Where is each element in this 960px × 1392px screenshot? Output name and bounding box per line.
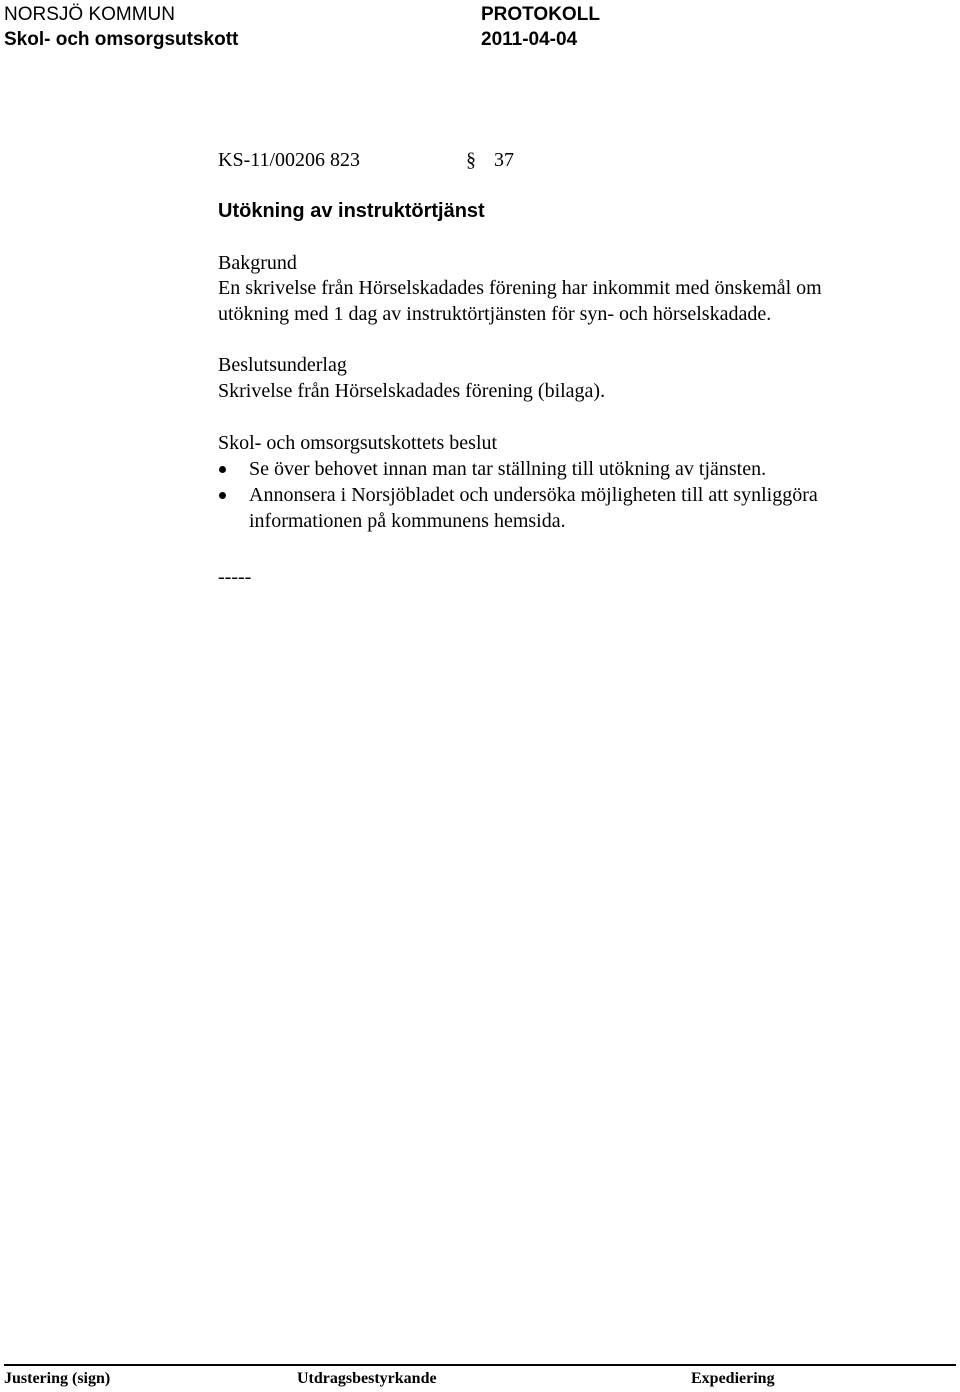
footer-justering: Justering (sign) [4,1370,111,1387]
footer-expediering: Expediering [691,1370,775,1387]
paragraph-marker [466,148,514,172]
background-line-2: utökning med 1 dag av instruktörtjänsten för syn- och hörselskadade. [218,303,772,325]
decision-heading: Skol- och omsorgsutskottets beslut [218,432,498,454]
decision-item-2-line-1: Annonsera i Norsjöbladet och undersöka möjligheten till att synliggöra [249,484,818,506]
decision-item-2-line-2: informationen på kommunens hemsida. [249,510,566,532]
bullet-icon [219,466,226,473]
basis-heading: Beslutsunderlag [218,354,347,376]
decision-item-1-line-1: Se över behovet innan man tar ställning till utökning av tjänsten. [249,458,767,480]
paragraph-symbol: § [466,149,476,171]
background-heading: Bakgrund [218,252,297,274]
section-separator: ----- [218,566,252,588]
meeting-date: 2011-04-04 [481,29,578,50]
basis-text: Skrivelse från Hörselskadades förening (bilaga). [218,380,606,402]
footer-divider [4,1364,956,1366]
document-type: PROTOKOLL [481,4,600,25]
background-line-1: En skrivelse från Hörselskadades förening har inkommit med önskemål om [218,277,822,299]
paragraph-number: 37 [494,149,514,171]
bullet-icon [219,492,226,499]
footer-utdragsbestyrkande: Utdragsbestyrkande [297,1370,437,1387]
case-title: Utökning av instruktörtjänst [218,200,485,222]
municipality-name: NORSJÖ KOMMUN [4,4,175,25]
case-reference: KS-11/00206 823 [218,149,361,171]
committee-name: Skol- och omsorgsutskott [4,29,239,50]
